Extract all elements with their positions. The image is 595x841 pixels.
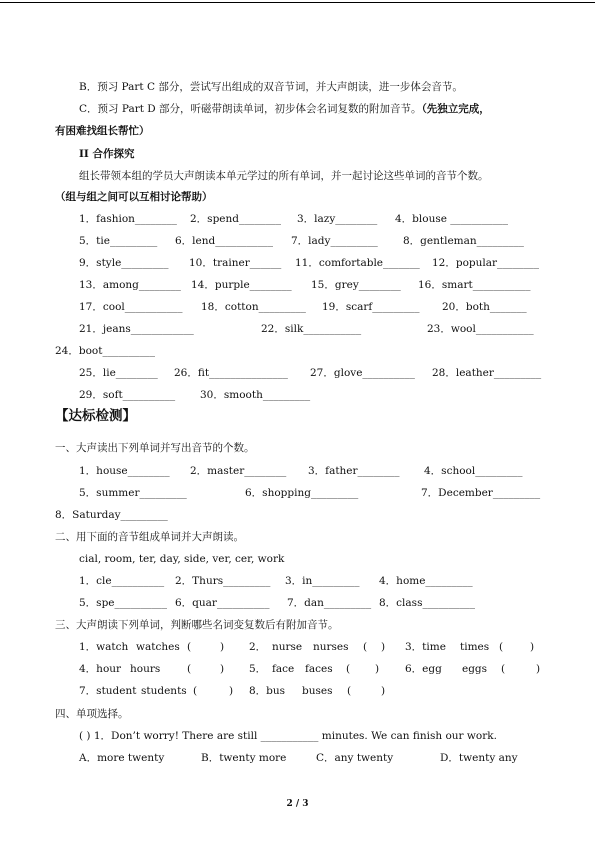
word-item: 20．both_______ <box>442 301 527 313</box>
word-item: 26．fit_______________ <box>174 367 288 379</box>
word-item: 2．spend________ <box>190 213 281 225</box>
word-item: 14．purple________ <box>191 279 292 291</box>
q3-paren-open: ( <box>187 641 192 653</box>
word-item: 5．tie_________ <box>79 235 158 247</box>
q3-paren-close: ) <box>220 641 225 653</box>
preview-c-note-cont: 有困难找组长帮忙） <box>55 125 150 137</box>
q3-paren-open: ( <box>346 663 351 675</box>
word-item: 17．cool___________ <box>79 301 183 313</box>
word-item: 16．smart___________ <box>418 279 531 291</box>
word-item: 29．soft__________ <box>79 389 176 401</box>
q3-paren-open: ( <box>193 685 198 697</box>
syllable-bank: cial, room, ter, day, side, ver, cer, work <box>79 553 285 565</box>
q2-item: 2．Thurs_________ <box>175 575 271 587</box>
q1-item: 7．December_________ <box>421 487 541 499</box>
q3-num: 2． <box>249 641 267 653</box>
word-item: 11．comfortable_______ <box>295 257 420 269</box>
q2-item: 7．dan_________ <box>287 597 372 609</box>
q2-item: 3．in_________ <box>285 575 360 587</box>
word-item: 9．style_________ <box>79 257 169 269</box>
word-item: 22．silk___________ <box>261 323 362 335</box>
q3-paren-close: ) <box>530 641 535 653</box>
q4-option-c: C．any twenty <box>316 752 394 764</box>
preview-c-text: C．预习 Part D 部分，听磁带朗读单词，初步体会名词复数的附加音节。 <box>79 103 422 115</box>
q3-plural: watches <box>136 641 180 653</box>
q1-item: 3．father________ <box>308 465 400 477</box>
word-item: 23．wool___________ <box>427 323 534 335</box>
preview-c <box>79 102 490 116</box>
q3-plural: faces <box>305 663 333 675</box>
word-item: 6．lend___________ <box>175 235 273 247</box>
test-section-title: 【达标检测】 <box>55 408 136 424</box>
q4-option-d: D．twenty any <box>440 752 518 764</box>
q1-item: 8．Saturday_________ <box>55 509 168 521</box>
q3-word: nurse <box>272 641 303 653</box>
q3-paren-close: ) <box>536 663 541 675</box>
page-number: 2 / 3 <box>286 799 309 809</box>
word-item: 18．cotton_________ <box>201 301 306 313</box>
q3-word: 3．time <box>405 641 446 653</box>
q3-paren-close: ) <box>220 663 225 675</box>
word-item: 27．glove__________ <box>310 367 415 379</box>
word-item: 10．trainer______ <box>189 257 282 269</box>
q3-word: 7．student <box>79 685 137 697</box>
word-item: 13．among________ <box>79 279 181 291</box>
q3-paren-close: ) <box>381 641 386 653</box>
q3-paren-open: ( <box>499 641 504 653</box>
q2-item: 1．cle__________ <box>79 575 165 587</box>
q2-item: 6．quar__________ <box>175 597 270 609</box>
question2-title: 二、用下面的音节组成单词并大声朗读。 <box>55 531 244 543</box>
word-item: 24．boot__________ <box>55 345 155 357</box>
q1-item: 6．shopping_________ <box>245 487 359 499</box>
preview-c-note: （先独立完成， <box>421 103 490 115</box>
q3-paren-open: ( <box>501 663 506 675</box>
q4-option-b: B．twenty more <box>201 752 287 764</box>
q3-word: 6．egg <box>405 663 442 675</box>
q2-item: 5．spe__________ <box>79 597 168 609</box>
word-item: 7．lady_________ <box>291 235 378 247</box>
word-item: 15．grey________ <box>311 279 401 291</box>
q3-plural: times <box>460 641 490 653</box>
q4-stem: ( ) 1．Don’t worry! There are still ___________ minutes. We can finish our work. <box>79 730 497 742</box>
question3-title: 三、大声朗读下列单词，判断哪些名词变复数后有附加音节。 <box>55 619 339 631</box>
word-item: 1．fashion________ <box>79 213 177 225</box>
word-item: 12．popular________ <box>432 257 540 269</box>
q3-plural: buses <box>302 685 333 697</box>
q3-plural: nurses <box>313 641 349 653</box>
q3-word: 1．watch <box>79 641 129 653</box>
word-item: 19．scarf_________ <box>322 301 420 313</box>
q2-item: 4．home_________ <box>379 575 473 587</box>
word-item: 4．blouse ___________ <box>395 213 509 225</box>
word-item: 28．leather_________ <box>432 367 542 379</box>
q3-plural: hours <box>130 663 161 675</box>
q3-paren-open: ( <box>187 663 192 675</box>
cooperate-instruction: 组长带领本组的学员大声朗读本单元学过的所有单词，并一起讨论这些单词的音节个数。 <box>79 170 489 182</box>
word-item: 8．gentleman_________ <box>403 235 524 247</box>
question1-title: 一、大声读出下列单词并写出音节的个数。 <box>55 442 255 454</box>
cooperate-note: （组与组之间可以互相讨论帮助） <box>55 191 213 203</box>
word-item: 3．lazy________ <box>297 213 378 225</box>
q1-item: 1．house________ <box>79 465 170 477</box>
q3-word: 4．hour <box>79 663 122 675</box>
q1-item: 4．school_________ <box>424 465 523 477</box>
q3-word: face <box>272 663 295 675</box>
word-item: 21．jeans____________ <box>79 323 194 335</box>
word-item: 25．lie________ <box>79 367 158 379</box>
q3-paren-close: ) <box>375 663 380 675</box>
question4-title: 四、单项选择。 <box>55 708 129 720</box>
preview-b: B．预习 Part C 部分，尝试写出组成的双音节词，并大声朗读，进一步体会音节。 <box>79 81 463 93</box>
q4-option-a: A．more twenty <box>79 752 165 764</box>
q3-paren-close: ) <box>229 685 234 697</box>
q3-plural: eggs <box>462 663 488 675</box>
q3-paren-open: ( <box>363 641 368 653</box>
word-item: 30．smooth_________ <box>200 389 311 401</box>
q3-plural: students <box>141 685 187 697</box>
q3-word: 8．bus <box>249 685 286 697</box>
q1-item: 2．master________ <box>190 465 287 477</box>
q3-paren-open: ( <box>347 685 352 697</box>
q3-num: 5． <box>249 663 267 675</box>
q1-item: 5．summer_________ <box>79 487 187 499</box>
q2-item: 8．class__________ <box>379 597 475 609</box>
section-title-cooperate: II 合作探究 <box>79 148 135 160</box>
q3-paren-close: ) <box>381 685 386 697</box>
